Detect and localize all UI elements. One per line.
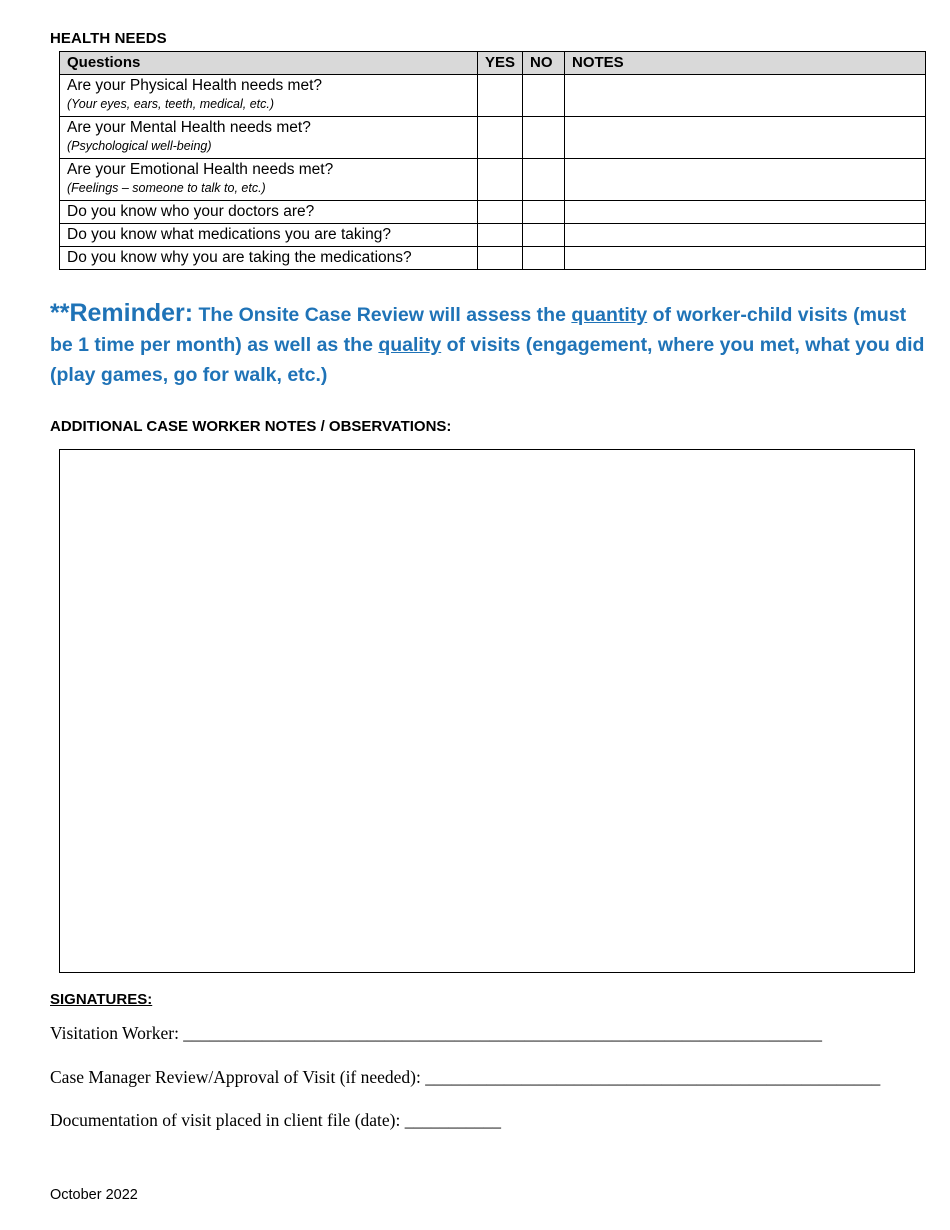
no-cell[interactable] — [523, 247, 565, 270]
table-row — [60, 75, 926, 117]
question-hint: (Feelings – someone to talk to, etc.) — [67, 181, 266, 195]
notes-cell[interactable] — [565, 159, 926, 201]
question-text: Do you know why you are taking the medications? — [60, 247, 478, 270]
header-notes: NOTES — [565, 52, 926, 75]
question-hint: (Your eyes, ears, teeth, medical, etc.) — [67, 97, 275, 111]
table-row — [60, 117, 926, 159]
no-cell[interactable] — [523, 159, 565, 201]
visitation-worker-signature[interactable]: Visitation Worker: _________________________________________________________________________ — [50, 1023, 823, 1043]
reminder-text-2: of worker-child visits (must be 1 time per month) as well as the — [50, 304, 907, 356]
notes-cell[interactable] — [565, 75, 926, 117]
table-row — [60, 159, 926, 201]
header-no: NO — [523, 52, 565, 75]
no-cell[interactable] — [523, 117, 565, 159]
question-text: Do you know what medications you are taking? — [60, 224, 478, 247]
signatures-title: SIGNATURES: — [50, 991, 153, 1008]
case-manager-signature[interactable]: Case Manager Review/Approval of Visit (if needed): ____________________________________________________ — [50, 1067, 881, 1087]
header-questions: Questions — [60, 52, 478, 75]
question-cell — [60, 159, 478, 201]
question-cell — [60, 117, 478, 159]
question-text: Are your Mental Health needs met? — [67, 119, 311, 136]
no-cell[interactable] — [523, 224, 565, 247]
yes-cell[interactable] — [478, 75, 523, 117]
yes-cell[interactable] — [478, 159, 523, 201]
reminder-paragraph — [50, 298, 930, 390]
notes-textarea[interactable] — [59, 449, 915, 973]
notes-cell[interactable] — [565, 224, 926, 247]
notes-cell[interactable] — [565, 117, 926, 159]
footer-date: October 2022 — [50, 1187, 138, 1203]
health-needs-table — [59, 51, 926, 270]
reminder-lead: **Reminder: — [50, 299, 194, 327]
table-header-row — [60, 52, 926, 75]
documentation-date-field[interactable]: Documentation of visit placed in client file (date): ___________ — [50, 1110, 501, 1130]
question-text: Are your Emotional Health needs met? — [67, 161, 334, 178]
notes-title: ADDITIONAL CASE WORKER NOTES / OBSERVATIONS: — [50, 418, 452, 435]
question-cell — [60, 75, 478, 117]
table-row — [60, 224, 926, 247]
question-hint: (Psychological well-being) — [67, 139, 212, 153]
notes-cell[interactable] — [565, 247, 926, 270]
table-row — [60, 201, 926, 224]
header-yes: YES — [478, 52, 523, 75]
reminder-quality: quality — [378, 334, 442, 356]
yes-cell[interactable] — [478, 247, 523, 270]
notes-cell[interactable] — [565, 201, 926, 224]
question-text: Do you know who your doctors are? — [60, 201, 478, 224]
yes-cell[interactable] — [478, 117, 523, 159]
no-cell[interactable] — [523, 75, 565, 117]
yes-cell[interactable] — [478, 224, 523, 247]
yes-cell[interactable] — [478, 201, 523, 224]
health-needs-title: HEALTH NEEDS — [50, 30, 167, 47]
reminder-quantity: quantity — [571, 304, 648, 326]
no-cell[interactable] — [523, 201, 565, 224]
table-row — [60, 247, 926, 270]
reminder-text-1: The Onsite Case Review will assess the — [193, 304, 572, 326]
question-text: Are your Physical Health needs met? — [67, 77, 323, 94]
reminder-text-3: of visits (engagement, where you met, what you did (play games, go for walk, etc.) — [50, 334, 925, 386]
